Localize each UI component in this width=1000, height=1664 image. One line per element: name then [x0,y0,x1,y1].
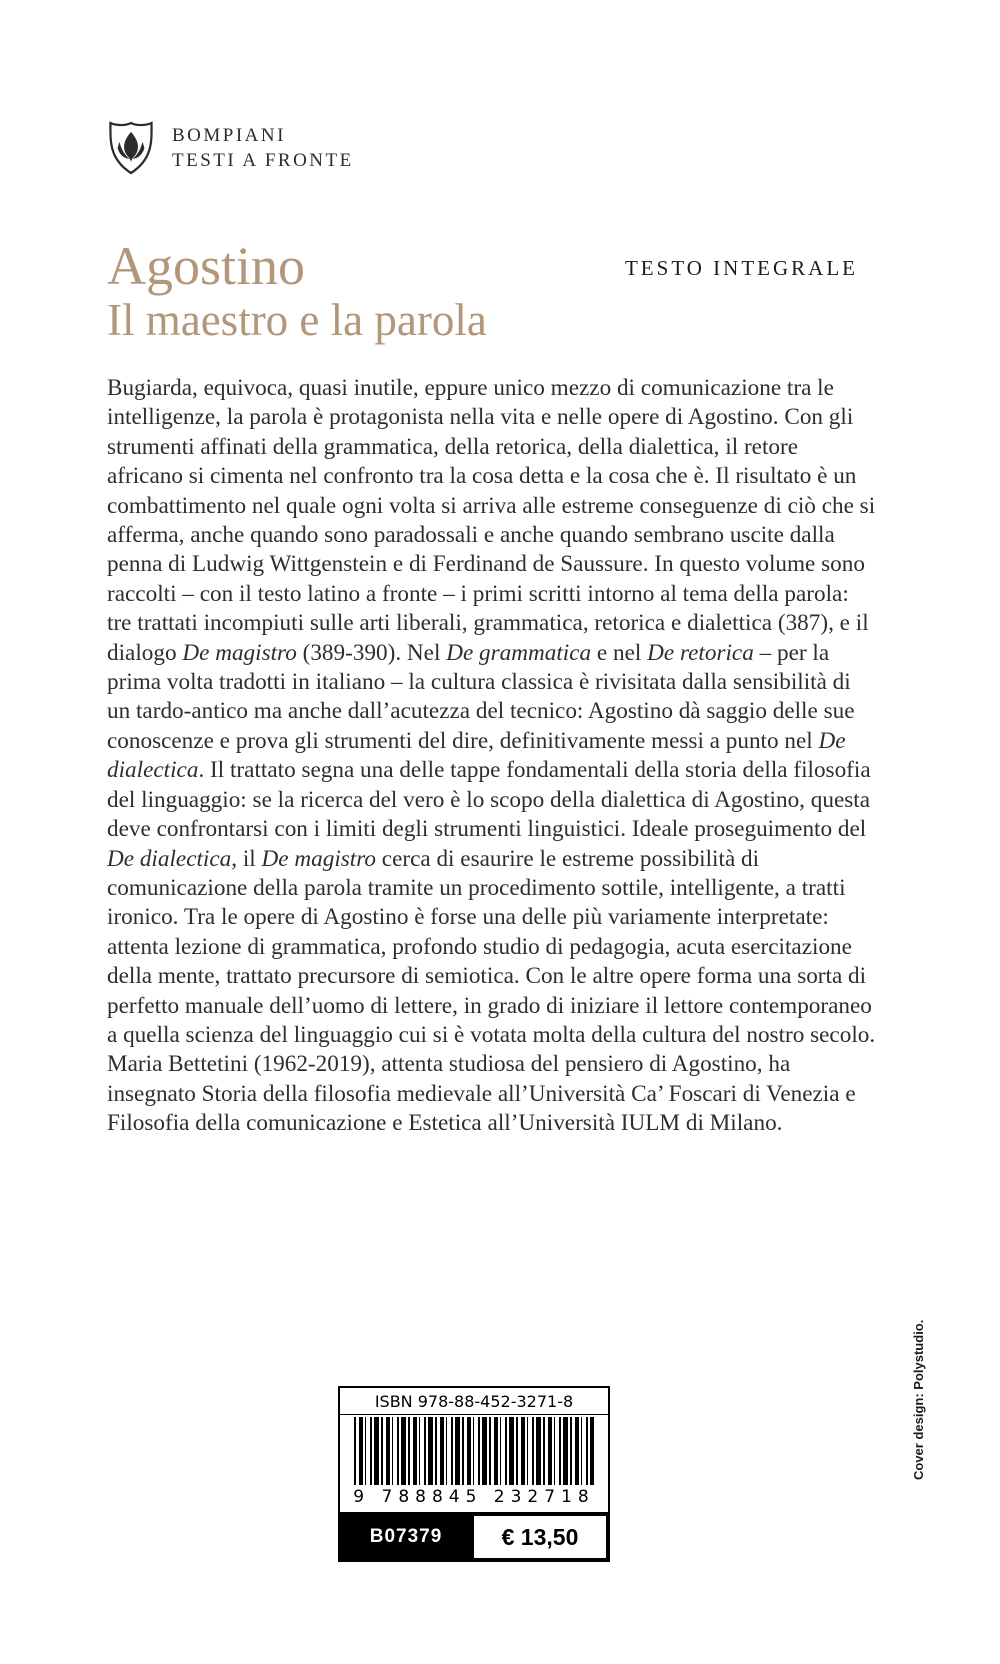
publisher-name-line2: TESTI A FRONTE [172,149,354,171]
synopsis-paragraph: Bugiarda, equivoca, quasi inutile, eppure unico mezzo di comunicazione tra le intelligenze, la parola è protagonista nella vita e nelle opere di Agostino. Con gli strumenti affinati della grammatica, della retorica, della dialettica, il retore africano si cimenta nel confronto tra la cosa detta e la cosa che è. Il risultato è un combattimento nel quale ogni volta si arriva alle estreme conseguenze di ciò che si afferma, anche quando sono paradossali e anche quando sembrano uscite dalla penna di Ludwig Wittgenstein e di Ferdinand de Saussure. In questo volume sono raccolti – con il testo latino a fronte – i primi scritti intorno al tema della parola: tre trattati incompiuti sulle arti liberali, grammatica, retorica e dialettica (387), e il dialogo De magistro (389-390). Nel De grammatica e nel De retorica – per la prima volta tradotti in italiano – la cultura classica è rivisitata dalla sensibilità di un tardo-antico ma anche dall’acutezza del tecnico: Agostino dà saggio delle sue conoscenze e prova gli strumenti del dire, definitivamente messi a punto nel De dialectica. Il trattato segna una delle tappe fondamentali della storia della filosofia del linguaggio: se la ricerca del vero è lo scopo della dialettica di Agostino, questa deve confrontarsi con i limiti degli strumenti linguistici. Ideale proseguimento del De dialectica, il De magistro cerca di esaurire le estreme possibilità di comunicazione della parola tramite un procedimento sottile, intelligente, a tratti ironico. Tra le opere di Agostino è forse una delle più variamente interpretate: attenta lezione di grammatica, profondo studio di pedagogia, acuta esercitazione della mente, trattato precursore di semiotica. Con le altre opere forma una sorta di perfetto manuale dell’uomo di lettere, in grado di iniziare il lettore contemporaneo a quella scienza del linguaggio cui si è votata molta della cultura del nostro secolo. [107,375,876,1048]
author-name: Agostino [107,236,306,296]
publisher-name [172,125,354,172]
isbn-barcode-box [338,1386,610,1512]
footer-bar [338,1512,610,1562]
back-cover-copy [107,374,877,1139]
cover-design-credit: Cover design: Polystudio. [911,1319,926,1480]
price-tag: € 13,50 [474,1516,606,1558]
publisher-name-line1: BOMPIANI [172,124,286,146]
barcode-icon [354,1417,594,1485]
title-block [107,238,487,346]
isbn-label: ISBN 978-88-452-3271-8 [340,1388,608,1415]
catalog-code: B07379 [369,1526,443,1547]
edition-badge: TESTO INTEGRALE [624,256,858,280]
bompiani-logo-icon [106,120,156,176]
barcode-digits: 9 788845 232718 [353,1487,595,1507]
book-title: Il maestro e la parola [107,295,487,345]
publisher-block [106,120,354,176]
author-bio-paragraph: Maria Bettetini (1962-2019), attenta studiosa del pensiero di Agostino, ha insegnato Storia della filosofia medievale all’Università Ca’ Foscari di Venezia e Filosofia della comunicazione e Estetica all’Università IULM di Milano. [107,1051,856,1137]
